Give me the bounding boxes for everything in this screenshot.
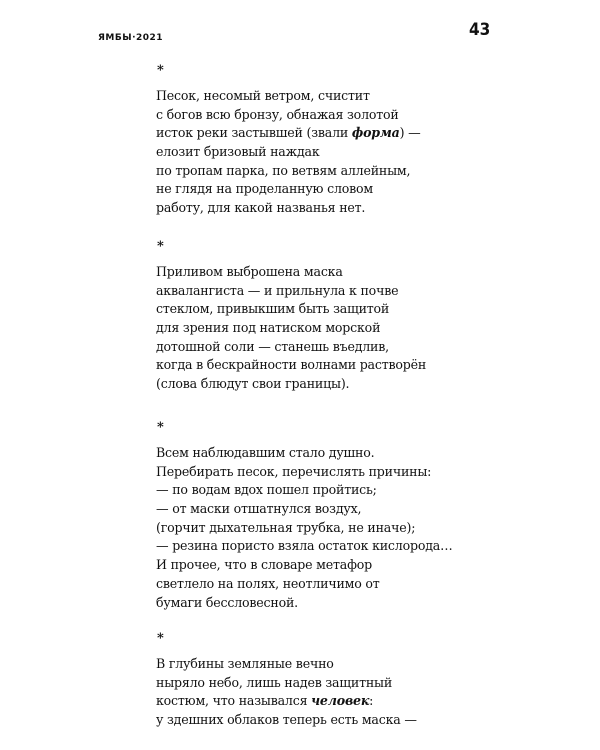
- verse-text: Приливом выброшена маска: [156, 264, 343, 279]
- verse-text: стеклом, привыкшим быть защитой: [156, 301, 390, 317]
- stanza: [156, 444, 496, 612]
- verse-text: — от маски отшатнулся воздух,: [156, 501, 362, 517]
- verse-text: когда в бескрайности волнами растворён: [156, 357, 427, 373]
- verse-line: [156, 692, 496, 711]
- verse-text: :: [369, 693, 374, 709]
- page-number: 43: [469, 20, 491, 40]
- section-asterisk: *: [157, 239, 164, 254]
- verse-line: [156, 575, 496, 594]
- verse-text: бумаги бессловесной.: [156, 594, 298, 610]
- verse-text: не глядя на проделанную словом: [156, 181, 374, 197]
- stanza: [156, 655, 496, 730]
- verse-text: аквалангиста — и прильнула к почве: [156, 282, 399, 298]
- verse-line: [156, 319, 496, 338]
- verse-text: для зрения под натиском морской: [156, 320, 381, 336]
- verse-text: (слова блюдут свои границы).: [156, 376, 350, 392]
- verse-text: Всем наблюдавшим стало душно.: [156, 445, 375, 460]
- verse-line: [156, 199, 496, 218]
- verse-line: [156, 481, 496, 500]
- verse-text: елозит бризовый наждак: [156, 144, 320, 160]
- verse-text: (горчит дыхательная трубка, не иначе);: [156, 519, 416, 535]
- verse-line: [156, 594, 496, 613]
- verse-text: работу, для какой названья нет.: [156, 200, 366, 216]
- verse-line: [156, 444, 496, 463]
- verse-line: [156, 500, 496, 519]
- verse-line: [156, 655, 496, 674]
- verse-text: у здешних облаков теперь есть маска —: [156, 712, 417, 728]
- verse-line: [156, 106, 496, 125]
- section-asterisk: *: [157, 63, 164, 78]
- emphasized-word: человек: [311, 693, 370, 709]
- running-title: ЯМБЫ·2021: [98, 33, 164, 43]
- verse-text: Песок, несомый ветром, счистит: [156, 88, 370, 103]
- verse-line: [156, 556, 496, 575]
- verse-line: [156, 537, 496, 556]
- poem-2: [156, 240, 496, 394]
- verse-line: [156, 180, 496, 199]
- verse-line: [156, 143, 496, 162]
- verse-text: В глубины земляные вечно: [156, 656, 334, 671]
- verse-text: Перебирать песок, перечислять причины:: [156, 463, 432, 479]
- verse-text: — резина пористо взяла остаток кислорода…: [156, 538, 453, 554]
- verse-text: ныряло небо, лишь надев защитный: [156, 674, 393, 690]
- section-asterisk: *: [157, 420, 164, 435]
- verse-line: [156, 375, 496, 394]
- verse-line: [156, 463, 496, 482]
- verse-text: И прочее, что в словаре метафор: [156, 557, 373, 573]
- verse-text: — по водам вдох пошел пройтись;: [156, 482, 377, 498]
- poem-4: [156, 632, 496, 730]
- verse-line: [156, 124, 496, 143]
- verse-line: [156, 300, 496, 319]
- stanza: [156, 87, 496, 218]
- verse-line: [156, 711, 496, 730]
- verse-text: исток реки застывшей (звали: [156, 125, 352, 141]
- poem-3: [156, 421, 496, 612]
- verse-line: [156, 356, 496, 375]
- verse-line: [156, 87, 496, 106]
- emphasized-word: форма: [351, 125, 400, 141]
- verse-line: [156, 263, 496, 282]
- verse-line: [156, 519, 496, 538]
- verse-text: с богов всю бронзу, обнажая золотой: [156, 106, 399, 122]
- verse-text: ) —: [399, 125, 421, 141]
- verse-text: дотошной соли — станешь въедлив,: [156, 338, 389, 354]
- verse-line: [156, 162, 496, 181]
- verse-text: костюм, что назывался: [156, 693, 312, 709]
- verse-line: [156, 674, 496, 693]
- verse-text: светлело на полях, неотличимо от: [156, 575, 380, 591]
- verse-text: по тропам парка, по ветвям аллейным,: [156, 162, 411, 178]
- poem-1: [156, 64, 496, 218]
- section-asterisk: *: [157, 631, 164, 646]
- stanza: [156, 263, 496, 394]
- verse-line: [156, 282, 496, 301]
- verse-line: [156, 338, 496, 357]
